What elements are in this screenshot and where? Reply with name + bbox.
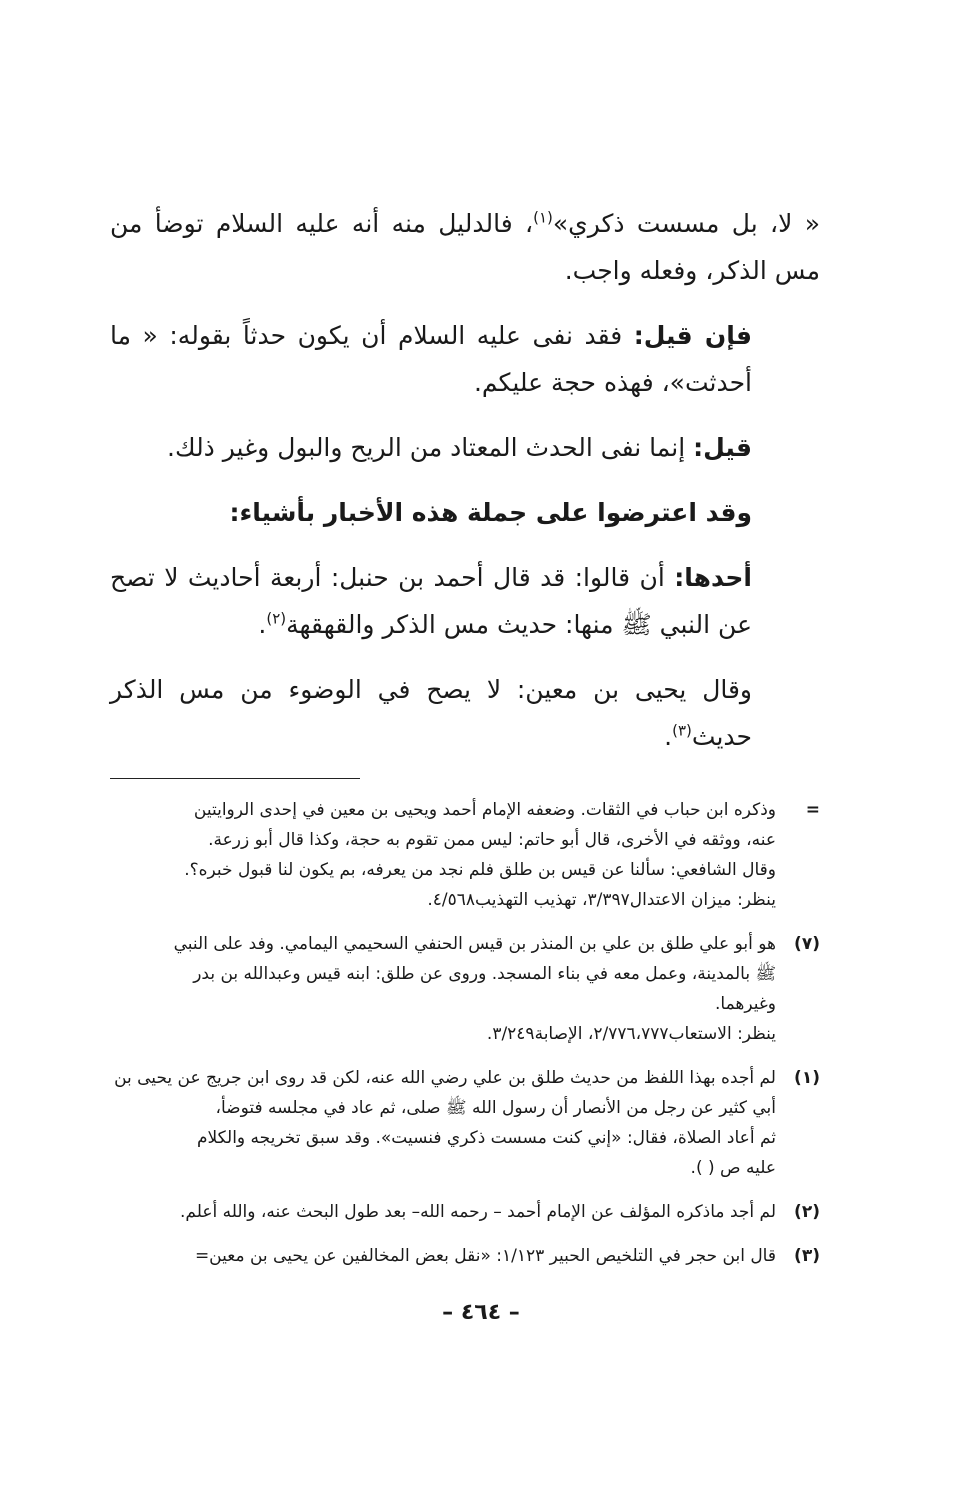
footnotes bbox=[110, 795, 820, 1271]
paragraph-3 bbox=[110, 424, 820, 471]
paragraph-2-text: فقد نفى عليه السلام أن يكون حدثاً بقوله: « ما أحدثت»، فهذه حجة عليكم. bbox=[110, 321, 752, 397]
footnote-body bbox=[110, 1197, 776, 1227]
footnote-line: عليه ص ( ). bbox=[690, 1158, 776, 1178]
paragraph-4 bbox=[110, 489, 820, 536]
paragraph-5-text-a: أن قالوا: قد قال أحمد بن حنبل: أربعة أحاديث لا تصح عن النبي ﷺ منها: حديث مس الذكر والقهقهة bbox=[110, 563, 752, 639]
paragraph-1-text-a: « لا، بل مسست ذكري» bbox=[552, 209, 820, 238]
footnote-divider bbox=[110, 778, 360, 779]
footnote-body bbox=[110, 1063, 776, 1183]
footnote-marker: (٢) bbox=[794, 1202, 820, 1222]
paragraph-5-lead: أحدها: bbox=[674, 563, 752, 592]
footnote-line: ثم أعاد الصلاة، فقال: «إني كنت مسست ذكري فنسيت». وقد سبق تخريجه والكلام bbox=[196, 1128, 776, 1148]
footnote-continued bbox=[110, 795, 820, 915]
footnote-ref-1: (١) bbox=[533, 208, 553, 227]
paragraph-1 bbox=[110, 200, 820, 294]
main-text bbox=[110, 200, 820, 760]
paragraph-1-text-b: ، فالدليل منه أنه عليه السلام توضأ من مس الذكر، وفعله واجب. bbox=[110, 209, 820, 285]
paragraph-2-lead: فإن قيل: bbox=[633, 321, 752, 350]
footnote-line: ينظر: الاستعاب٢/٧٧٦،٧٧٧، الإصابة٣/٢٤٩. bbox=[486, 1024, 776, 1044]
footnote-line: وذكره ابن حباب في الثقات. وضعفه الإمام أحمد ويحيى بن معين في إحدى الروايتين bbox=[193, 800, 776, 820]
paragraph-5-text-b: . bbox=[258, 610, 267, 639]
footnote-body bbox=[110, 1241, 776, 1271]
footnote-line: لم أجد ماذكره المؤلف عن الإمام أحمد – رحمه الله– بعد طول البحث عنه، والله أعلم. bbox=[180, 1202, 776, 1222]
footnote-line: أبي كثير عن رجل من الأنصار أن رسول الله ﷺ صلى، ثم عاد في مجلسه فتوضأ، bbox=[215, 1098, 776, 1118]
page-body bbox=[110, 200, 820, 1285]
footnote-7 bbox=[110, 929, 820, 1049]
footnote-body bbox=[110, 795, 776, 915]
paragraph-5 bbox=[110, 554, 820, 648]
footnote-line: ينظر: ميزان الاعتدال٣/٣٩٧، تهذيب التهذيب٤/٥٦٨. bbox=[427, 890, 776, 910]
paragraph-2 bbox=[110, 312, 820, 406]
footnote-body bbox=[110, 929, 776, 1049]
paragraph-6 bbox=[110, 666, 820, 760]
footnote-2 bbox=[110, 1197, 820, 1227]
footnote-line: هو أبو علي طلق بن علي بن المنذر بن قيس الحنفي السحيمي اليمامي. وفد على النبي bbox=[173, 934, 776, 954]
footnote-line: وقال الشافعي: سألنا عن قيس بن طلق فلم نجد من يعرفه، بم يكون لنا قبول خبره؟. bbox=[184, 860, 776, 880]
footnote-ref-2: (٢) bbox=[266, 609, 287, 628]
footnote-marker: (٧) bbox=[794, 934, 820, 954]
footnote-1 bbox=[110, 1063, 820, 1183]
paragraph-3-text: إنما نفى الحدث المعتاد من الريح والبول وغير ذلك. bbox=[167, 433, 694, 462]
paragraph-3-lead: قيل: bbox=[693, 433, 752, 462]
footnote-marker: (١) bbox=[794, 1068, 820, 1088]
footnote-line: وغيرهما. bbox=[715, 994, 776, 1014]
footnote-line: ﷺ بالمدينة، وعمل معه في بناء المسجد. وروى عن طلق: ابنه قيس وعبدالله بن بدر bbox=[193, 964, 776, 984]
footnote-line: قال ابن حجر في التلخيص الحبير ١/١٢٣: «نقل بعض المخالفين عن يحيى بن معين= bbox=[194, 1246, 776, 1266]
page-number: – ٤٦٤ – bbox=[442, 1300, 520, 1325]
footnote-line: عنه، ووثقه في الأخرى، قال أبو حاتم: ليس ممن تقوم به حجة، وكذا قال أبو زرعة. bbox=[208, 830, 776, 850]
footnote-3 bbox=[110, 1241, 820, 1271]
paragraph-4-text: وقد اعترضوا على جملة هذه الأخبار بأشياء: bbox=[229, 498, 752, 527]
footnote-ref-3: (٣) bbox=[672, 721, 692, 740]
footnote-marker: (٣) bbox=[794, 1246, 820, 1266]
footnote-marker: = bbox=[805, 800, 820, 820]
paragraph-6-text-b: . bbox=[664, 722, 673, 751]
footnote-line: لم أجده بهذا اللفظ من حديث طلق بن علي رضي الله عنه، لكن قد روى ابن جريج عن يحيى بن bbox=[114, 1068, 776, 1088]
paragraph-6-text-a: وقال يحيى بن معين: لا يصح في الوضوء من مس الذكر حديث bbox=[110, 675, 752, 751]
